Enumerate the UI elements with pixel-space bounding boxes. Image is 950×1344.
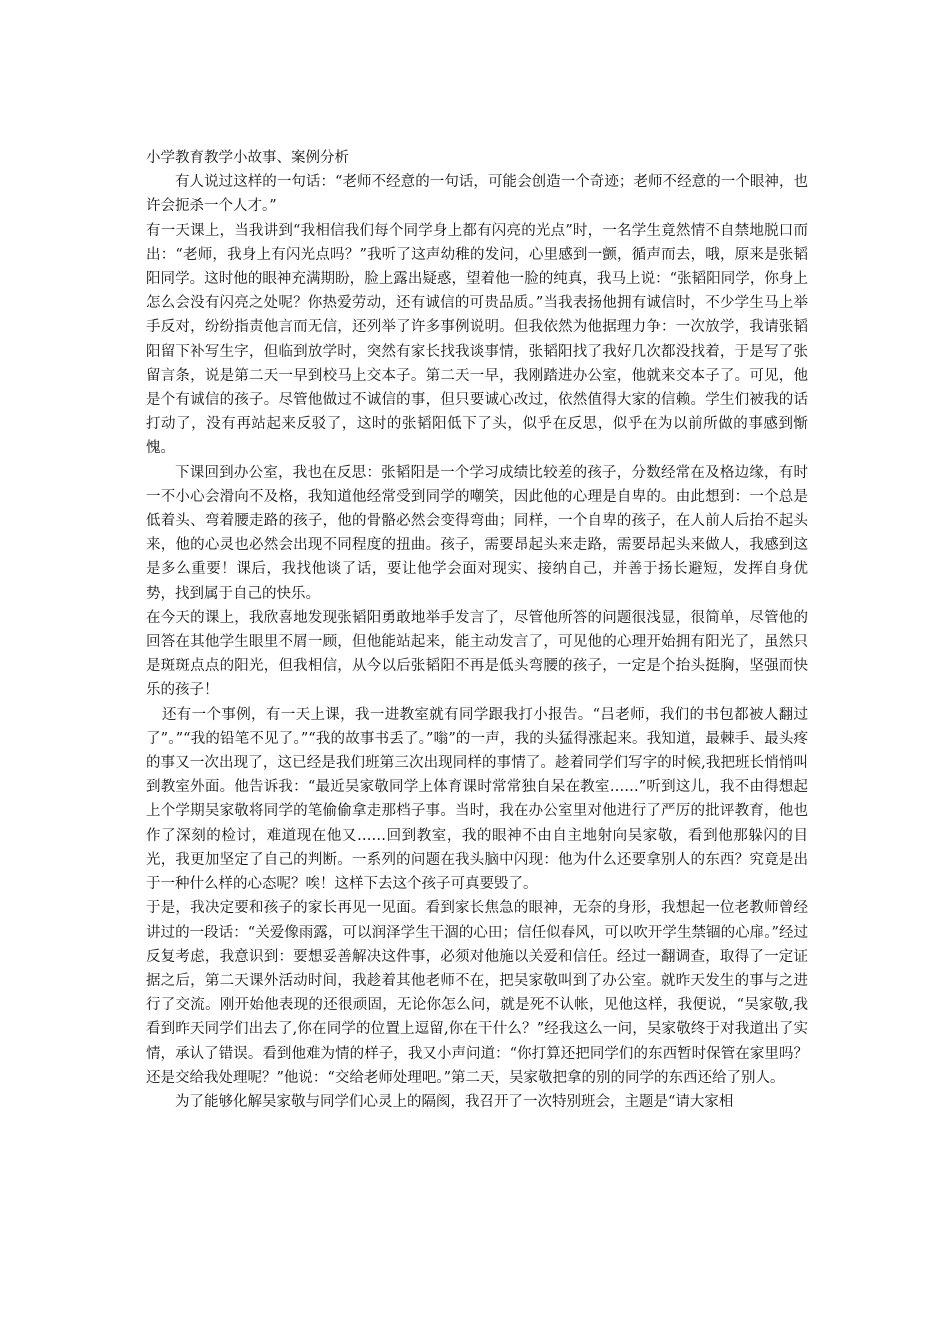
- paragraph-class-meeting: 为了能够化解吴家敬与同学们心灵上的隔阂，我召开了一次特别班会，主题是“请大家相: [175, 1093, 734, 1110]
- paragraph-story-1: 有一天课上，当我讲到“我相信我们每个同学身上都有闪亮的光点”时，一名学生竟然情不自禁地脱口而出：“老师，我身上有闪光点吗？”我听了这声幼稚的发问，心里感到一颤，循声而去，哦，原来是张韬阳同学。这时他的眼神充满期盼，脸上露出疑惑，望着他一脸的纯真，我马上说：“张韬阳同学，你身上怎么会没有闪亮之处呢？你热爱劳动，还有诚信的可贵品质。”当我表扬他拥有诚信时，不少学生马上举手反对，纷纷指责他言而无信，还列举了许多事例说明。但我依然为他据理力争：一次放学，我请张韬阳留下补写生字，但临到放学时，突然有家长找我谈事情，张韬阳找了我好几次都没找着，于是写了张留言条，说是第二天一早到校马上交本子。第二天一早，我刚踏进办公室，他就来交本子了。可见，他是个有诚信的孩子。尽管他做过不诚信的事，但只要诚心改过，依然值得大家的信赖。学生们被我的话打动了，没有再站起来反驳了，这时的张韬阳低下了头，似乎在反思，似乎在为以前所做的事感到惭愧。: [146, 222, 808, 457]
- paragraph-quote: 有人说过这样的一句话：“老师不经意的一句话，可能会创造一个奇迹；老师不经意的一个眼神，也许会扼杀一个人才。”: [146, 174, 808, 215]
- document-title: 小学教育教学小故事、案例分析: [146, 150, 349, 166]
- paragraph-resolution: 于是，我决定要和孩子的家长再见一见面。看到家长焦急的眼神，无奈的身形，我想起一位老教师曾经讲过的一段话：“关爱像雨露，可以润泽学生干涸的心田；信任似春风，可以吹开学生禁锢的心扉。”经过反复考虑，我意识到：要想妥善解决这件事，必须对他施以关爱和信任。经过一翻调查，取得了一定证据之后，第二天课外活动时间，我趁着其他老师不在，把吴家敬叫到了办公室。就昨天发生的事与之进行了交流。刚开始他表现的还很顽固，无论你怎么问，就是死不认帐，见他这样，我便说，“吴家敬,我看到昨天同学们出去了,你在同学的位置上逗留,你在干什么？”经我这么一问，吴家敬终于对我道出了实情，承认了错误。看到他难为情的样子，我又小声问道：“你打算还把同学们的东西暂时保管在家里吗？还是交给我处理呢？”他说：“交给老师处理吧。”第二天，吴家敬把拿的别的同学的东西还给了别人。: [146, 900, 808, 1086]
- document-body: [146, 146, 808, 1114]
- paragraph-progress: 在今天的课上，我欣喜地发现张韬阳勇敢地举手发言了，尽管他所答的问题很浅显，很简单，尽管他的回答在其他学生眼里不屑一顾，但他能站起来，能主动发言了，可见他的心理开始拥有阳光了，虽然只是斑斑点点的阳光，但我相信，从今以后张韬阳不再是低头弯腰的孩子，一定是个抬头挺胸，坚强而快乐的孩子！: [146, 609, 808, 699]
- paragraph-reflection: 下课回到办公室，我也在反思：张韬阳是一个学习成绩比较差的孩子，分数经常在及格边缘，有时一不小心会滑向不及格，我知道他经常受到同学的嘲笑，因此他的心理是自卑的。由此想到：一个总是低着头、弯着腰走路的孩子，他的骨骼必然会变得弯曲；同样，一个自卑的孩子，在人前人后抬不起头来，他的心灵也必然会出现不同程度的扭曲。孩子，需要昂起头来走路，需要昂起头来做人，我感到这是多么重要！课后，我找他谈了话，要让他学会面对现实、接纳自己，并善于扬长避短，发挥自身优势，找到属于自己的快乐。: [146, 464, 808, 602]
- paragraph-story-2: 还有一个事例，有一天上课，我一进教室就有同学跟我打小报告。“吕老师，我们的书包都被人翻过了”。”“我的铅笔不见了。”“我的故事书丢了。”嗡”的一声，我的头猛得涨起来。我知道，最棘手、最头疼的事又一次出现了，这已经是我们班第三次出现同样的事情了。趁着同学们写字的时候,我把班长悄悄叫到教室外面。他告诉我：“最近吴家敬同学上体育课时常常独自呆在教室……”听到这儿，我不由得想起上个学期吴家敬将同学的笔偷偷拿走那档子事。当时，我在办公室里对他进行了严厉的批评教育，他也作了深刻的检讨，难道现在他又……回到教室，我的眼神不由自主地射向吴家敬，看到他那躲闪的目光，我更加坚定了自己的判断。一系列的问题在我头脑中闪现：他为什么还要拿别人的东西？究竟是出于一种什么样的心态呢？唉！这样下去这个孩子可真要毁了。: [146, 706, 808, 893]
